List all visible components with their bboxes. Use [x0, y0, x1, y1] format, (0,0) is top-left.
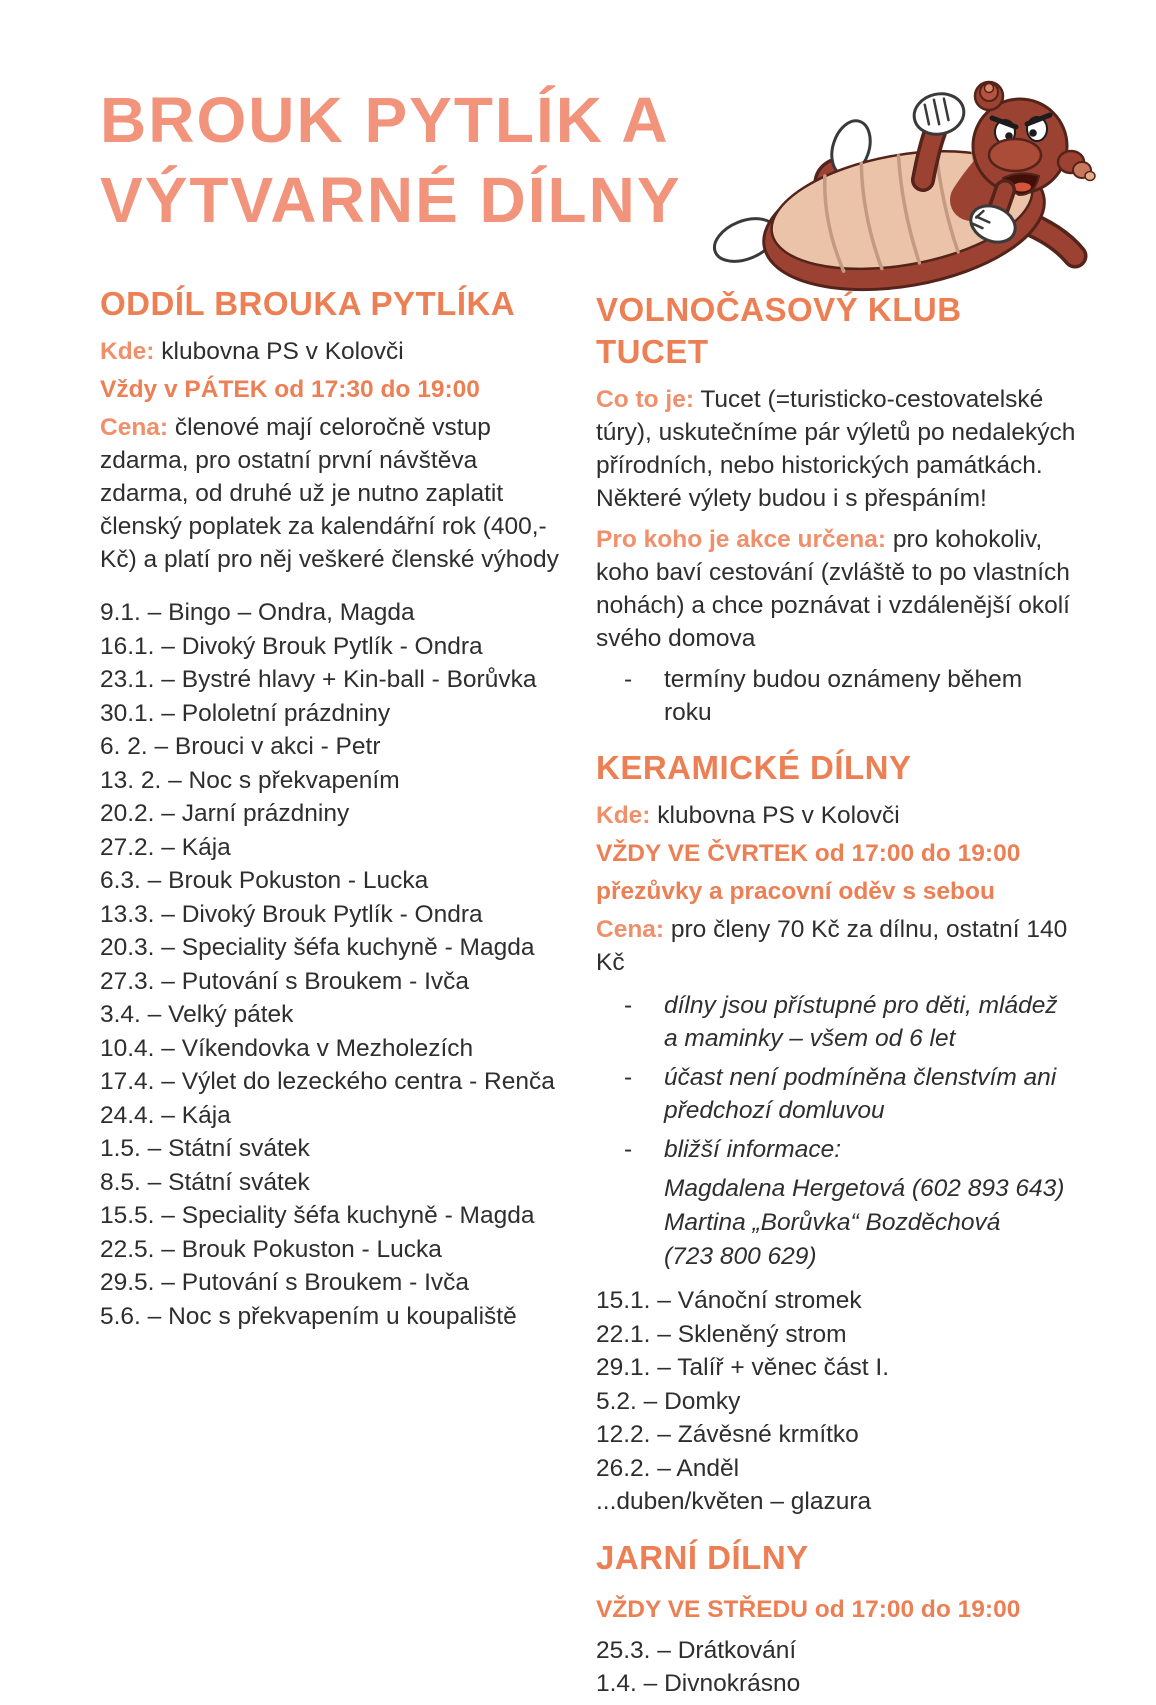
content-columns: [100, 283, 1076, 1705]
oddil-where: [100, 335, 570, 368]
tucet-who-label: Pro koho je akce určena:: [596, 526, 887, 553]
jarni-schedule-list: [596, 1634, 1076, 1701]
schedule-item: 25.3. – Drátkování: [596, 1636, 797, 1664]
tucet-what: [596, 383, 1076, 515]
section-heading-keramicke: KERAMICKÉ DÍLNY: [596, 749, 912, 786]
schedule-item: 30.1. – Pololetní prázdniny: [100, 699, 391, 727]
section-heading-oddil: ODDÍL BROUKA PYTLÍKA: [100, 285, 516, 322]
column-right: [596, 283, 1076, 1705]
keramicke-price-value: pro členy 70 Kč za dílnu, ostatní 140 Kč: [596, 916, 1068, 976]
schedule-item: 1.4. – Divnokrásno: [596, 1670, 801, 1697]
schedule-item: 15.5. – Speciality šéfa kuchyně - Magda: [100, 1202, 535, 1229]
keramicke-when: VŽDY VE ČVRTEK od 17:00 do 19:00: [596, 840, 1021, 867]
page-title-line1: BROUK PYTLÍK A: [100, 84, 670, 156]
schedule-item: 13.3. – Divoký Brouk Pytlík - Ondra: [100, 900, 483, 928]
tucet-what-label: Co to je:: [596, 386, 694, 413]
contact-line: (723 800 629): [664, 1243, 817, 1270]
keramicke-schedule-list: [596, 1284, 1076, 1519]
schedule-item: 22.1. – Skleněný strom: [596, 1320, 847, 1348]
schedule-item: 27.2. – Kája: [100, 833, 231, 861]
tucet-heading-line2: TUCET: [596, 333, 709, 370]
tucet-note: [596, 663, 1076, 729]
oddil-where-label: Kde:: [100, 338, 155, 365]
tucet-who: [596, 523, 1076, 655]
keramicke-price: [596, 913, 1076, 979]
tucet-who-text: pro kohokoliv, koho baví cestování (zvláště to po vlastních nohách) a chce poznávat i vzdálenější okolí svého domova: [596, 526, 1070, 652]
bullet-item: - účast není podmíněna členstvím ani předchozí domluvou: [596, 1061, 1076, 1127]
schedule-item: 24.4. – Kája: [100, 1101, 231, 1129]
schedule-item: 6. 2. – Brouci v akci - Petr: [100, 733, 381, 760]
schedule-item: 20.3. – Speciality šéfa kuchyně - Magda: [100, 934, 535, 961]
schedule-item: ...duben/květen – glazura: [596, 1488, 872, 1515]
schedule-item: 27.3. – Putování s Broukem - Ivča: [100, 967, 470, 995]
jarni-when: VŽDY VE STŘEDU od 17:00 do 19:00: [596, 1595, 1021, 1623]
bullet-item: - bližší informace:: [596, 1133, 1076, 1166]
keramicke-where-value: klubovna PS v Kolovči: [657, 802, 900, 829]
schedule-item: 22.5. – Brouk Pokuston - Lucka: [100, 1235, 442, 1263]
page-title: [100, 80, 682, 240]
bullet-item: - dílny jsou přístupné pro děti, mládež a maminky – všem od 6 let: [596, 989, 1076, 1055]
schedule-item: 16.1. – Divoký Brouk Pytlík - Ondra: [100, 632, 483, 660]
tucet-what-text: Tucet (=turisticko-cestovatelské túry), uskutečníme pár výletů po nedalekých přírodních, nebo historických památkách. Některé výlety budou i s přespáním!: [596, 386, 1076, 512]
column-oddil: [100, 283, 570, 1333]
schedule-item: 5.6. – Noc s překvapením u koupaliště: [100, 1302, 517, 1330]
schedule-item: 29.5. – Putování s Broukem - Ivča: [100, 1269, 470, 1296]
oddil-where-value: klubovna PS v Kolovči: [161, 338, 404, 365]
tucet-note-text: - termíny budou oznámeny během roku: [664, 666, 1023, 726]
schedule-item: 3.4. – Velký pátek: [100, 1001, 294, 1028]
section-heading-tucet: [596, 289, 1076, 373]
keramicke-price-label: Cena:: [596, 916, 665, 943]
schedule-item: 9.1. – Bingo – Ondra, Magda: [100, 599, 415, 626]
page-title-line2: VÝTVARNÉ DÍLNY: [100, 164, 682, 236]
schedule-item: 15.1. – Vánoční stromek: [596, 1287, 862, 1314]
schedule-item: 6.3. – Brouk Pokuston - Lucka: [100, 867, 429, 894]
schedule-item: 10.4. – Víkendovka v Mezholezích: [100, 1034, 474, 1062]
schedule-item: 12.2. – Závěsné krmítko: [596, 1421, 859, 1448]
contact-line: Magdalena Hergetová (602 893 643): [664, 1175, 1065, 1202]
contact-line: Martina „Borůvka“ Bozděchová: [664, 1209, 1001, 1236]
oddil-price-value: členové mají celoročně vstup zdarma, pro ostatní první návštěva zdarma, od druhé už je nutno zaplatit členský poplatek za kalendářní rok (400,- Kč) a platí pro něj veškeré členské výhody: [100, 414, 559, 573]
schedule-item: 17.4. – Výlet do lezeckého centra - Renča: [100, 1068, 555, 1095]
keramicke-bullet-list: [596, 989, 1076, 1166]
oddil-when: Vždy v PÁTEK od 17:30 do 19:00: [100, 376, 480, 403]
schedule-item: 8.5. – Státní svátek: [100, 1168, 310, 1196]
schedule-item: 23.1. – Bystré hlavy + Kin-ball - Borůvka: [100, 666, 537, 693]
keramicke-contact-lines: [664, 1172, 1076, 1274]
brouk-pytlik-illustration: [675, 68, 1095, 290]
section-heading-jarni: JARNÍ DÍLNY: [596, 1538, 809, 1576]
schedule-item: 20.2. – Jarní prázdniny: [100, 800, 350, 827]
tucet-heading-line1: VOLNOČASOVÝ KLUB: [596, 291, 962, 328]
schedule-item: 13. 2. – Noc s překvapením: [100, 766, 400, 794]
schedule-item: 29.1. – Talíř + věnec část I.: [596, 1354, 890, 1381]
schedule-item: 5.2. – Domky: [596, 1387, 741, 1415]
oddil-price: [100, 411, 570, 576]
keramicke-dress-note: přezůvky a pracovní oděv s sebou: [596, 878, 995, 905]
oddil-schedule-list: [100, 596, 570, 1333]
keramicke-where-label: Kde:: [596, 802, 651, 829]
oddil-price-label: Cena:: [100, 414, 169, 441]
schedule-item: 26.2. – Anděl: [596, 1454, 740, 1482]
schedule-item: 1.5. – Státní svátek: [100, 1135, 310, 1162]
keramicke-where: [596, 799, 1076, 832]
